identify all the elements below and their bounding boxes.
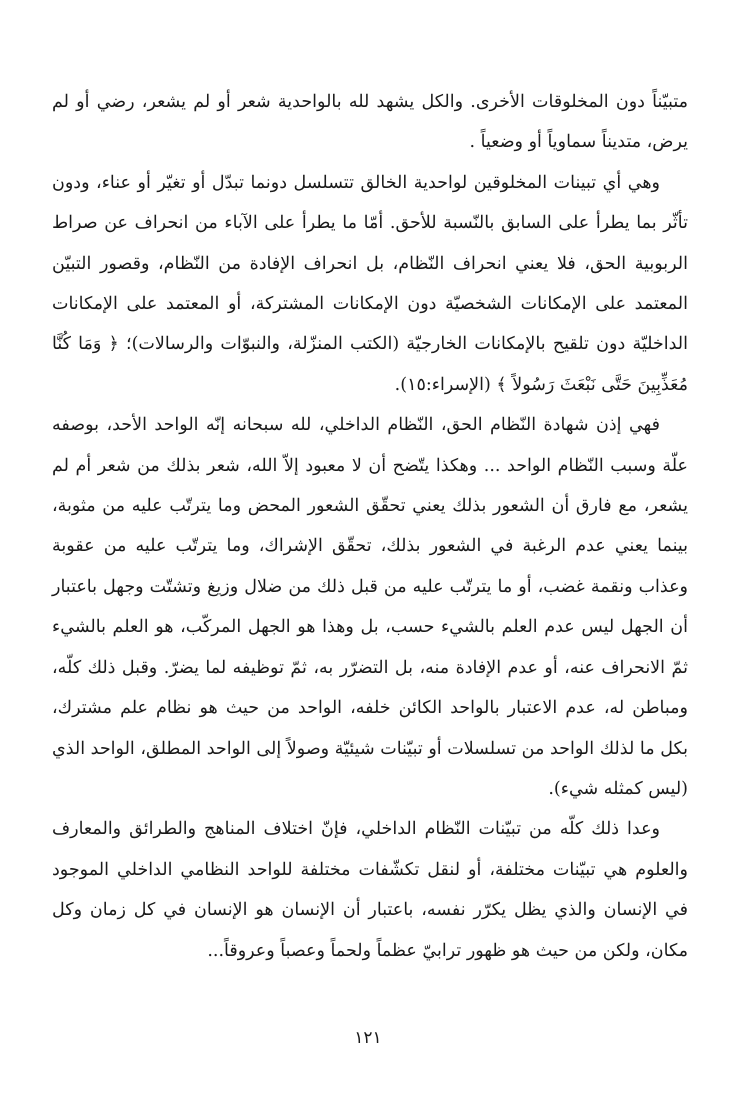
body-text: [52, 82, 688, 971]
paragraph-2: وهي أي تبينات المخلوقين لواحدية الخالق تتسلسل دونما تبدّل أو تغيّر أو عناء، ودون تأثّر بما يطرأ على السابق بالنّسبة للأحق. أمّا ما يطرأ على الآباء من انحراف عن صراط الربوبية الحق، فلا يعني انحراف النّظام، بل انحراف الإفادة من النّظام، وقصور التبيّن المعتمد على الإمكانات الشخصيّة دون الإمكانات المشتركة، أو المعتمد على الإمكانات الداخليّة دون تلقيح بالإمكانات الخارجيّة (الكتب المنزّلة، والنبوّات والرسالات)؛ ﴿ وَمَا كُنَّا مُعَذِّبِينَ حَتَّى نَبْعَثَ رَسُولاً ﴾ (الإسراء:١٥).: [52, 172, 688, 395]
paragraph-3: فهي إذن شهادة النّظام الحق، النّظام الداخلي، لله سبحانه إنّه الواحد الأحد، بوصفه علّة وسبب النّظام الواحد ... وهكذا يتّضح أن لا معبود إلاّ الله، شعر بذلك من شعر أم لم يشعر، مع فارق أن الشعور بذلك يعني تحقّق الشعور المحض وما يترتّب عليه من مثوبة، بينما يعني عدم الرغبة في الشعور بذلك، تحقّق الإشراك، وما يترتّب عليه من عقوبة وعذاب ونقمة غضب، أو ما يترتّب عليه من قبل ذلك من ضلال وزيغ وتشتّت وجهل باعتبار أن الجهل ليس عدم العلم بالشيء حسب، بل وهذا هو الجهل المركّب، هو العلم بالشيء ثمّ الانحراف عنه، أو عدم الإفادة منه، بل التضرّر به، ثمّ توظيفه لما يضرّ. وقبل ذلك كلّه، ومباطن له، عدم الاعتبار بالواحد الكائن خلفه، الواحد من حيث هو نظام علم مشترك، بكل ما لذلك الواحد من تسلسلات أو تبيّنات شيئيّة وصولاً إلى الواحد المطلق، الواحد الذي (ليس كمثله شيء).: [52, 415, 688, 799]
paragraph-1: متبيّناً دون المخلوقات الأخرى. والكل يشهد لله بالواحدية شعر أو لم يشعر، رضي أو لم يرض، متديناً سماوياً أو وضعياً .: [52, 92, 688, 153]
page-number: ١٢١: [354, 1028, 382, 1048]
paragraph-4: وعدا ذلك كلّه من تبيّنات النّظام الداخلي، فإنّ اختلاف المناهج والطرائق والمعارف والعلوم هي تبيّنات مختلفة، أو لنقل تكشّفات مختلفة للواحد النظامي الداخلي الموجود في الإنسان والذي يظل يكرّر نفسه، باعتبار أن الإنسان هو الإنسان في كل زمان وكل مكان، ولكن من حيث هو ظهور ترابيّ عظماً ولحماً وعصباً وعروقاً...: [52, 819, 688, 961]
